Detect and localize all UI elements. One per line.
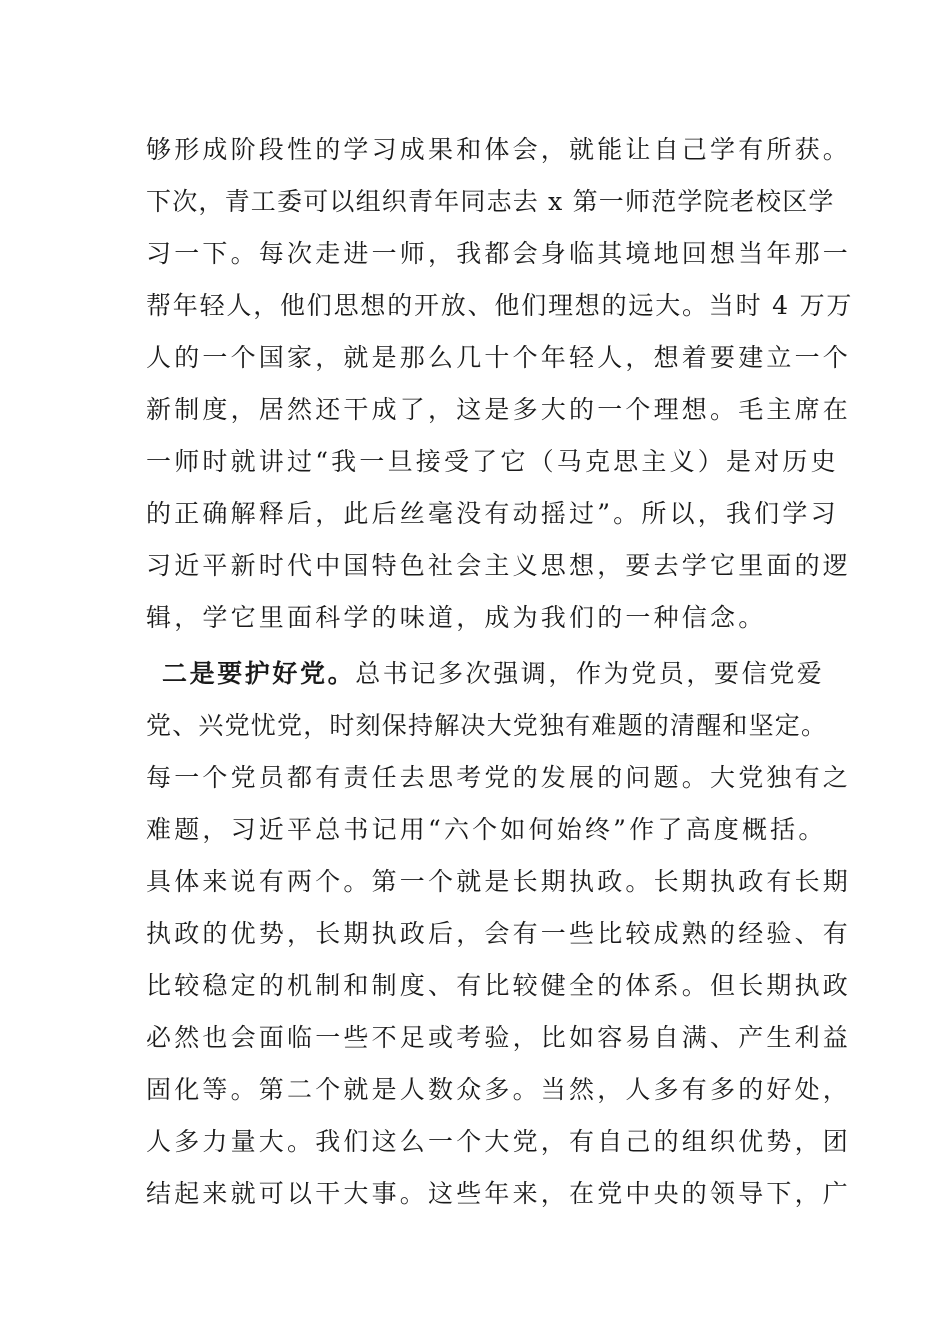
body-text xyxy=(146,128,854,1224)
text-line: 的正确解释后，此后丝毫没有动摇过”。所以，我们学习 xyxy=(146,499,839,528)
text-line: 够形成阶段性的学习成果和体会，就能让自己学有所获。 xyxy=(146,135,852,164)
paragraph-2 xyxy=(146,652,852,1224)
text-line: 帮年轻人，他们思想的开放、他们理想的远大。当时 4 万万 xyxy=(146,291,854,320)
paragraph-2-heading: 二是要护好党。 xyxy=(162,659,356,688)
paragraph-2-first-line-text: 总书记多次强调，作为党员，要信党爱 xyxy=(355,659,825,688)
text-line: 党、兴党忧党，时刻保持解决大党独有难题的清醒和坚定。 xyxy=(146,711,828,740)
text-line: 人的一个国家，就是那么几十个年轻人，想着要建立一个 xyxy=(146,343,852,372)
text-line: 固化等。第二个就是人数众多。当然，人多有多的好处， xyxy=(146,1075,852,1104)
text-line: 必然也会面临一些不足或考验，比如容易自满、产生利益 xyxy=(146,1023,852,1052)
text-line: 下次，青工委可以组织青年同志去 x 第一师范学院老校区学 xyxy=(146,187,835,216)
text-line: 新制度，居然还干成了，这是多大的一个理想。毛主席在 xyxy=(146,395,852,424)
text-line: 具体来说有两个。第一个就是长期执政。长期执政有长期 xyxy=(146,867,852,896)
text-line: 习近平新时代中国特色社会主义思想，要去学它里面的逻 xyxy=(146,551,852,580)
text-line: 结起来就可以干大事。这些年来，在党中央的领导下，广 xyxy=(146,1179,852,1208)
text-line: 一师时就讲过“我一旦接受了它（马克思主义）是对历史 xyxy=(146,447,839,476)
text-line: 人多力量大。我们这么一个大党，有自己的组织优势，团 xyxy=(146,1127,852,1156)
text-line: 每一个党员都有责任去思考党的发展的问题。大党独有之 xyxy=(146,763,852,792)
text-line: 比较稳定的机制和制度、有比较健全的体系。但长期执政 xyxy=(146,971,852,1000)
text-line: 习一下。每次走进一师，我都会身临其境地回想当年那一 xyxy=(146,239,852,268)
text-line: 难题，习近平总书记用“六个如何始终”作了高度概括。 xyxy=(146,815,827,844)
text-line: 执政的优势，长期执政后，会有一些比较成熟的经验、有 xyxy=(146,919,852,948)
paragraph-2-first-line xyxy=(146,652,825,704)
paragraph-1 xyxy=(146,128,854,648)
text-line: 辑，学它里面科学的味道，成为我们的一种信念。 xyxy=(146,603,767,632)
